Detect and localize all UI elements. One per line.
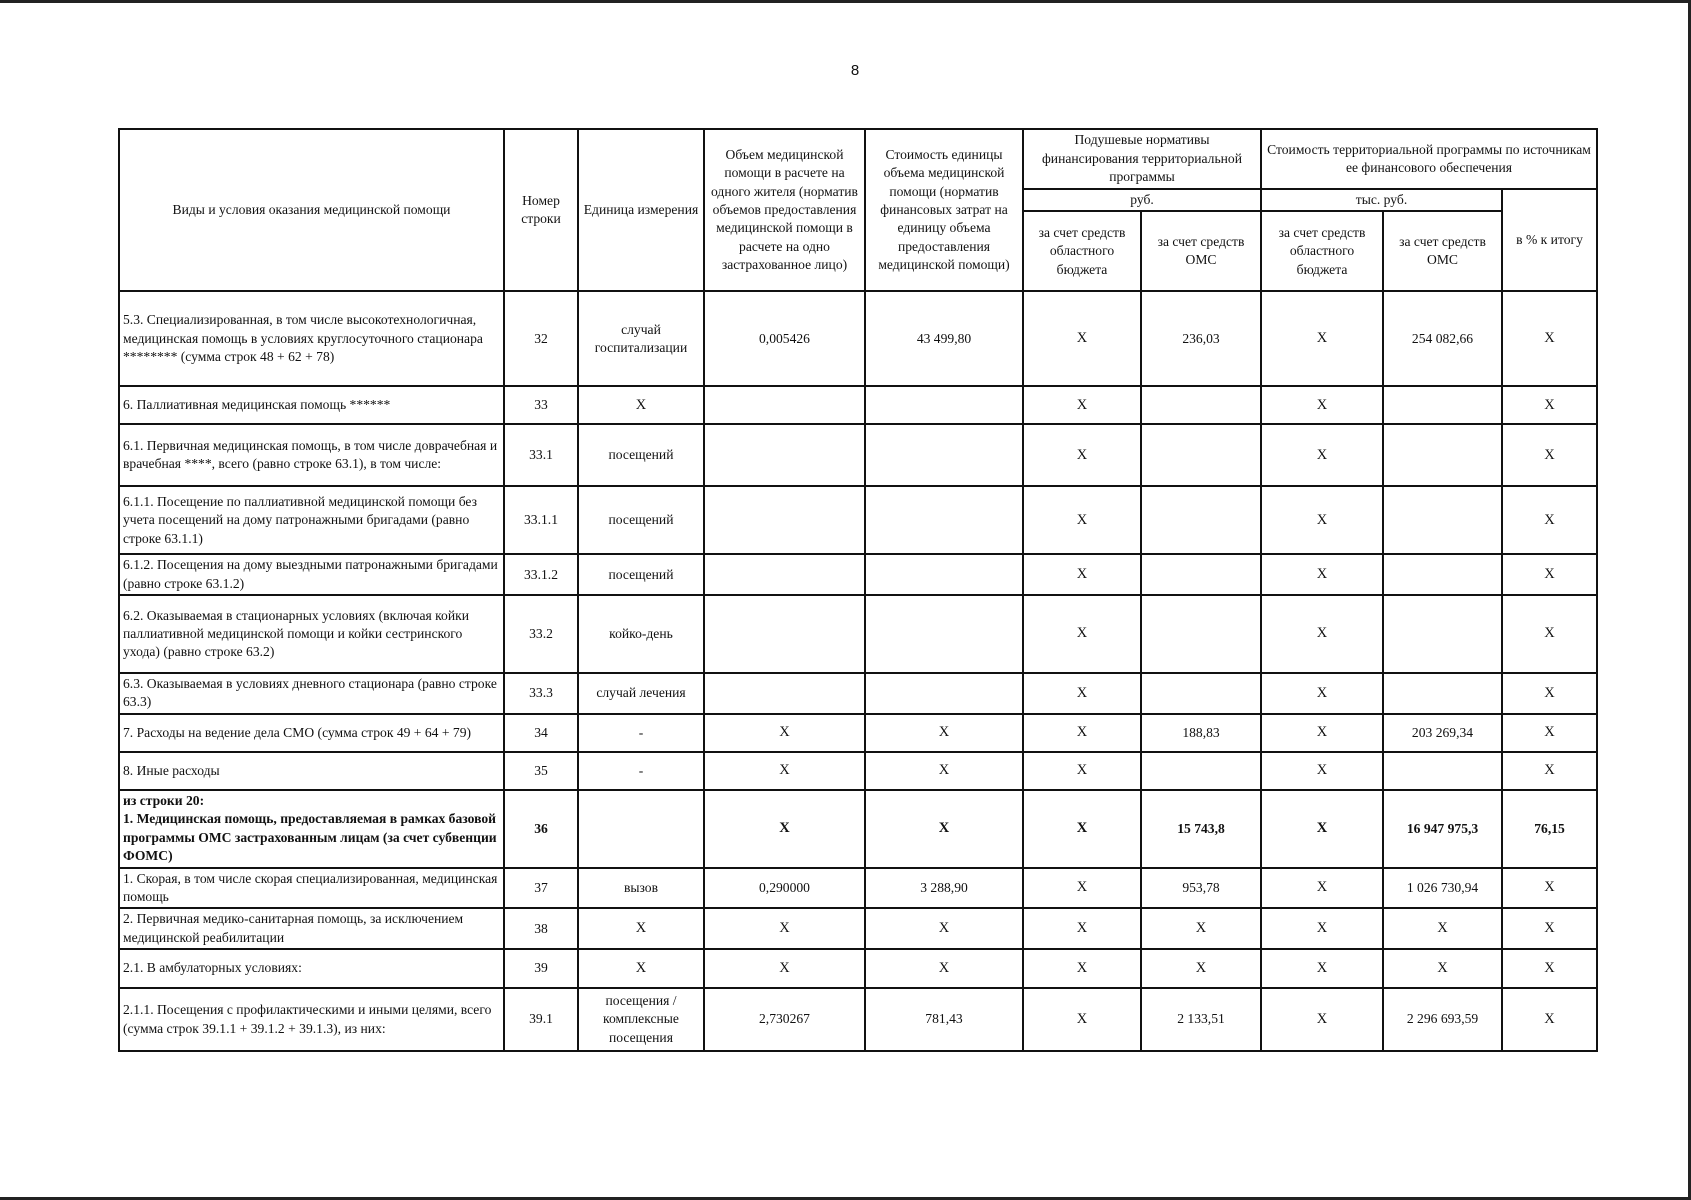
row-name: 6.2. Оказываемая в стационарных условиях (включая койки паллиативной медицинской помощи и койки сестринского ухода) (равно строке 63.2) <box>119 595 504 673</box>
row-name: 8. Иные расходы <box>119 752 504 790</box>
row-tc-oms <box>1383 595 1502 673</box>
row-pc-oms <box>1141 424 1261 486</box>
header-row-number: Номер строки <box>504 129 578 291</box>
row-number: 35 <box>504 752 578 790</box>
row-pc-budget: Х <box>1023 424 1141 486</box>
header-unit-thousand-rub: тыс. руб. <box>1261 189 1502 211</box>
table-row <box>119 386 1597 424</box>
row-name: из строки 20: 1. Медицинская помощь, предоставляемая в рамках базовой программы ОМС застрахованным лицам (за счет субвенции ФОМС) <box>119 790 504 868</box>
row-volume: 0,005426 <box>704 291 865 386</box>
row-volume: Х <box>704 790 865 868</box>
header-pc-budget: за счет средств областного бюджета <box>1023 211 1141 291</box>
header-volume: Объем медицинской помощи в расчете на одного жителя (норматив объемов предоставления медицинской помощи в расчете на одно застрахованное лицо) <box>704 129 865 291</box>
header-unit-rub: руб. <box>1023 189 1261 211</box>
header-unit: Единица измерения <box>578 129 704 291</box>
financing-table <box>118 128 1598 1052</box>
row-tc-oms: 2 296 693,59 <box>1383 988 1502 1051</box>
row-tc-budget: Х <box>1261 908 1383 949</box>
row-unit: - <box>578 752 704 790</box>
row-pc-budget: Х <box>1023 988 1141 1051</box>
row-volume: Х <box>704 714 865 752</box>
row-tc-oms: Х <box>1383 908 1502 949</box>
row-number: 34 <box>504 714 578 752</box>
table-header <box>119 129 1597 291</box>
row-tc-oms <box>1383 386 1502 424</box>
row-pc-budget: Х <box>1023 486 1141 554</box>
header-tc-budget: за счет средств областного бюджета <box>1261 211 1383 291</box>
row-cost: 43 499,80 <box>865 291 1023 386</box>
row-pc-budget: Х <box>1023 714 1141 752</box>
row-percent: Х <box>1502 949 1597 988</box>
row-tc-oms <box>1383 554 1502 595</box>
row-cost <box>865 424 1023 486</box>
row-unit: случай госпитализации <box>578 291 704 386</box>
row-number: 32 <box>504 291 578 386</box>
table-row <box>119 988 1597 1051</box>
row-cost: Х <box>865 908 1023 949</box>
header-percent: в % к итогу <box>1502 189 1597 291</box>
row-cost: Х <box>865 949 1023 988</box>
table-row <box>119 752 1597 790</box>
row-unit: посещения / комплексные посещения <box>578 988 704 1051</box>
row-volume <box>704 554 865 595</box>
table-row <box>119 673 1597 714</box>
row-percent: Х <box>1502 486 1597 554</box>
row-tc-budget: Х <box>1261 988 1383 1051</box>
row-pc-oms <box>1141 386 1261 424</box>
page-number: 8 <box>850 62 860 79</box>
row-tc-oms: Х <box>1383 949 1502 988</box>
row-cost <box>865 486 1023 554</box>
row-unit: случай лечения <box>578 673 704 714</box>
row-tc-budget: Х <box>1261 291 1383 386</box>
row-cost <box>865 554 1023 595</box>
row-name: 7. Расходы на ведение дела СМО (сумма строк 49 + 64 + 79) <box>119 714 504 752</box>
row-tc-budget: Х <box>1261 949 1383 988</box>
header-cost-unit: Стоимость единицы объема медицинской помощи (норматив финансовых затрат на единицу объема предоставления медицинской помощи) <box>865 129 1023 291</box>
row-pc-oms <box>1141 554 1261 595</box>
row-pc-budget: Х <box>1023 949 1141 988</box>
row-name: 6. Паллиативная медицинская помощь ****** <box>119 386 504 424</box>
row-tc-oms <box>1383 752 1502 790</box>
row-unit: Х <box>578 949 704 988</box>
row-pc-budget: Х <box>1023 291 1141 386</box>
row-tc-budget: Х <box>1261 554 1383 595</box>
row-tc-budget: Х <box>1261 486 1383 554</box>
row-percent: Х <box>1502 291 1597 386</box>
row-cost: Х <box>865 752 1023 790</box>
row-number: 33.3 <box>504 673 578 714</box>
row-number: 39 <box>504 949 578 988</box>
row-tc-budget: Х <box>1261 424 1383 486</box>
row-number: 38 <box>504 908 578 949</box>
row-tc-budget: Х <box>1261 868 1383 909</box>
row-cost <box>865 595 1023 673</box>
row-pc-budget: Х <box>1023 908 1141 949</box>
row-volume <box>704 595 865 673</box>
row-name: 2. Первичная медико-санитарная помощь, за исключением медицинской реабилитации <box>119 908 504 949</box>
row-unit: Х <box>578 386 704 424</box>
row-percent: Х <box>1502 714 1597 752</box>
row-percent: Х <box>1502 868 1597 909</box>
row-pc-budget: Х <box>1023 595 1141 673</box>
row-name: 1. Скорая, в том числе скорая специализированная, медицинская помощь <box>119 868 504 909</box>
header-pc-oms: за счет средств ОМС <box>1141 211 1261 291</box>
row-tc-oms <box>1383 673 1502 714</box>
row-number: 33 <box>504 386 578 424</box>
row-pc-budget: Х <box>1023 752 1141 790</box>
row-percent: Х <box>1502 595 1597 673</box>
row-cost: 781,43 <box>865 988 1023 1051</box>
row-pc-oms <box>1141 752 1261 790</box>
row-volume: 0,290000 <box>704 868 865 909</box>
row-number: 36 <box>504 790 578 868</box>
table-row <box>119 554 1597 595</box>
row-pc-oms <box>1141 486 1261 554</box>
row-name: 6.1.1. Посещение по паллиативной медицинской помощи без учета посещений на дому патронажными бригадами (равно строке 63.1.1) <box>119 486 504 554</box>
row-name: 2.1.1. Посещения с профилактическими и иными целями, всего (сумма строк 39.1.1 + 39.1.2 + 39.1.3), из них: <box>119 988 504 1051</box>
row-pc-oms <box>1141 595 1261 673</box>
row-number: 39.1 <box>504 988 578 1051</box>
row-pc-oms: 188,83 <box>1141 714 1261 752</box>
row-number: 33.1.1 <box>504 486 578 554</box>
row-number: 33.2 <box>504 595 578 673</box>
row-name: 6.3. Оказываемая в условиях дневного стационара (равно строке 63.3) <box>119 673 504 714</box>
row-cost: Х <box>865 714 1023 752</box>
row-unit: посещений <box>578 424 704 486</box>
row-pc-budget: Х <box>1023 673 1141 714</box>
row-percent: Х <box>1502 554 1597 595</box>
row-unit: вызов <box>578 868 704 909</box>
row-percent: Х <box>1502 908 1597 949</box>
row-cost: 3 288,90 <box>865 868 1023 909</box>
row-percent: Х <box>1502 752 1597 790</box>
row-name: 6.1.2. Посещения на дому выездными патронажными бригадами (равно строке 63.1.2) <box>119 554 504 595</box>
row-volume <box>704 424 865 486</box>
row-tc-budget: Х <box>1261 673 1383 714</box>
row-pc-budget: Х <box>1023 386 1141 424</box>
row-pc-budget: Х <box>1023 554 1141 595</box>
row-pc-oms: 953,78 <box>1141 868 1261 909</box>
row-pc-oms: 15 743,8 <box>1141 790 1261 868</box>
table-row <box>119 790 1597 868</box>
row-name: 6.1. Первичная медицинская помощь, в том числе доврачебная и врачебная ****, всего (равно строке 63.1), в том числе: <box>119 424 504 486</box>
row-volume <box>704 673 865 714</box>
row-tc-oms <box>1383 424 1502 486</box>
row-name: 2.1. В амбулаторных условиях: <box>119 949 504 988</box>
row-tc-budget: Х <box>1261 714 1383 752</box>
row-volume: 2,730267 <box>704 988 865 1051</box>
row-percent: Х <box>1502 386 1597 424</box>
header-tc-oms: за счет средств ОМС <box>1383 211 1502 291</box>
row-pc-oms: Х <box>1141 949 1261 988</box>
header-type: Виды и условия оказания медицинской помощи <box>119 129 504 291</box>
row-tc-oms: 203 269,34 <box>1383 714 1502 752</box>
row-volume: Х <box>704 908 865 949</box>
row-unit <box>578 790 704 868</box>
row-tc-oms <box>1383 486 1502 554</box>
row-unit: посещений <box>578 554 704 595</box>
row-percent: Х <box>1502 424 1597 486</box>
row-volume <box>704 486 865 554</box>
row-cost <box>865 386 1023 424</box>
row-unit: койко-день <box>578 595 704 673</box>
row-percent: Х <box>1502 673 1597 714</box>
table-row <box>119 291 1597 386</box>
row-pc-oms: 236,03 <box>1141 291 1261 386</box>
table-row <box>119 868 1597 909</box>
table-row <box>119 949 1597 988</box>
row-pc-budget: Х <box>1023 868 1141 909</box>
row-volume <box>704 386 865 424</box>
row-tc-budget: Х <box>1261 752 1383 790</box>
table-body <box>119 291 1597 1051</box>
table-row <box>119 424 1597 486</box>
header-program-cost: Стоимость территориальной программы по источникам ее финансового обеспечения <box>1261 129 1597 189</box>
row-tc-oms: 16 947 975,3 <box>1383 790 1502 868</box>
row-number: 33.1.2 <box>504 554 578 595</box>
table-row <box>119 908 1597 949</box>
row-number: 33.1 <box>504 424 578 486</box>
row-cost <box>865 673 1023 714</box>
row-pc-oms: Х <box>1141 908 1261 949</box>
row-percent: 76,15 <box>1502 790 1597 868</box>
row-tc-budget: Х <box>1261 595 1383 673</box>
table-row <box>119 486 1597 554</box>
row-unit: - <box>578 714 704 752</box>
row-volume: Х <box>704 752 865 790</box>
table-row <box>119 714 1597 752</box>
row-number: 37 <box>504 868 578 909</box>
row-name: 5.3. Специализированная, в том числе высокотехнологичная, медицинская помощь в условиях круглосуточного стационара ******** (сумма строк 48 + 62 + 78) <box>119 291 504 386</box>
row-tc-oms: 254 082,66 <box>1383 291 1502 386</box>
header-per-capita: Подушевые нормативы финансирования территориальной программы <box>1023 129 1261 189</box>
row-unit: посещений <box>578 486 704 554</box>
row-percent: Х <box>1502 988 1597 1051</box>
row-unit: Х <box>578 908 704 949</box>
row-pc-budget: Х <box>1023 790 1141 868</box>
row-cost: Х <box>865 790 1023 868</box>
scan-edge-top <box>0 0 1691 3</box>
row-tc-budget: Х <box>1261 386 1383 424</box>
row-pc-oms: 2 133,51 <box>1141 988 1261 1051</box>
row-tc-budget: Х <box>1261 790 1383 868</box>
row-tc-oms: 1 026 730,94 <box>1383 868 1502 909</box>
table-row <box>119 595 1597 673</box>
row-volume: Х <box>704 949 865 988</box>
row-pc-oms <box>1141 673 1261 714</box>
